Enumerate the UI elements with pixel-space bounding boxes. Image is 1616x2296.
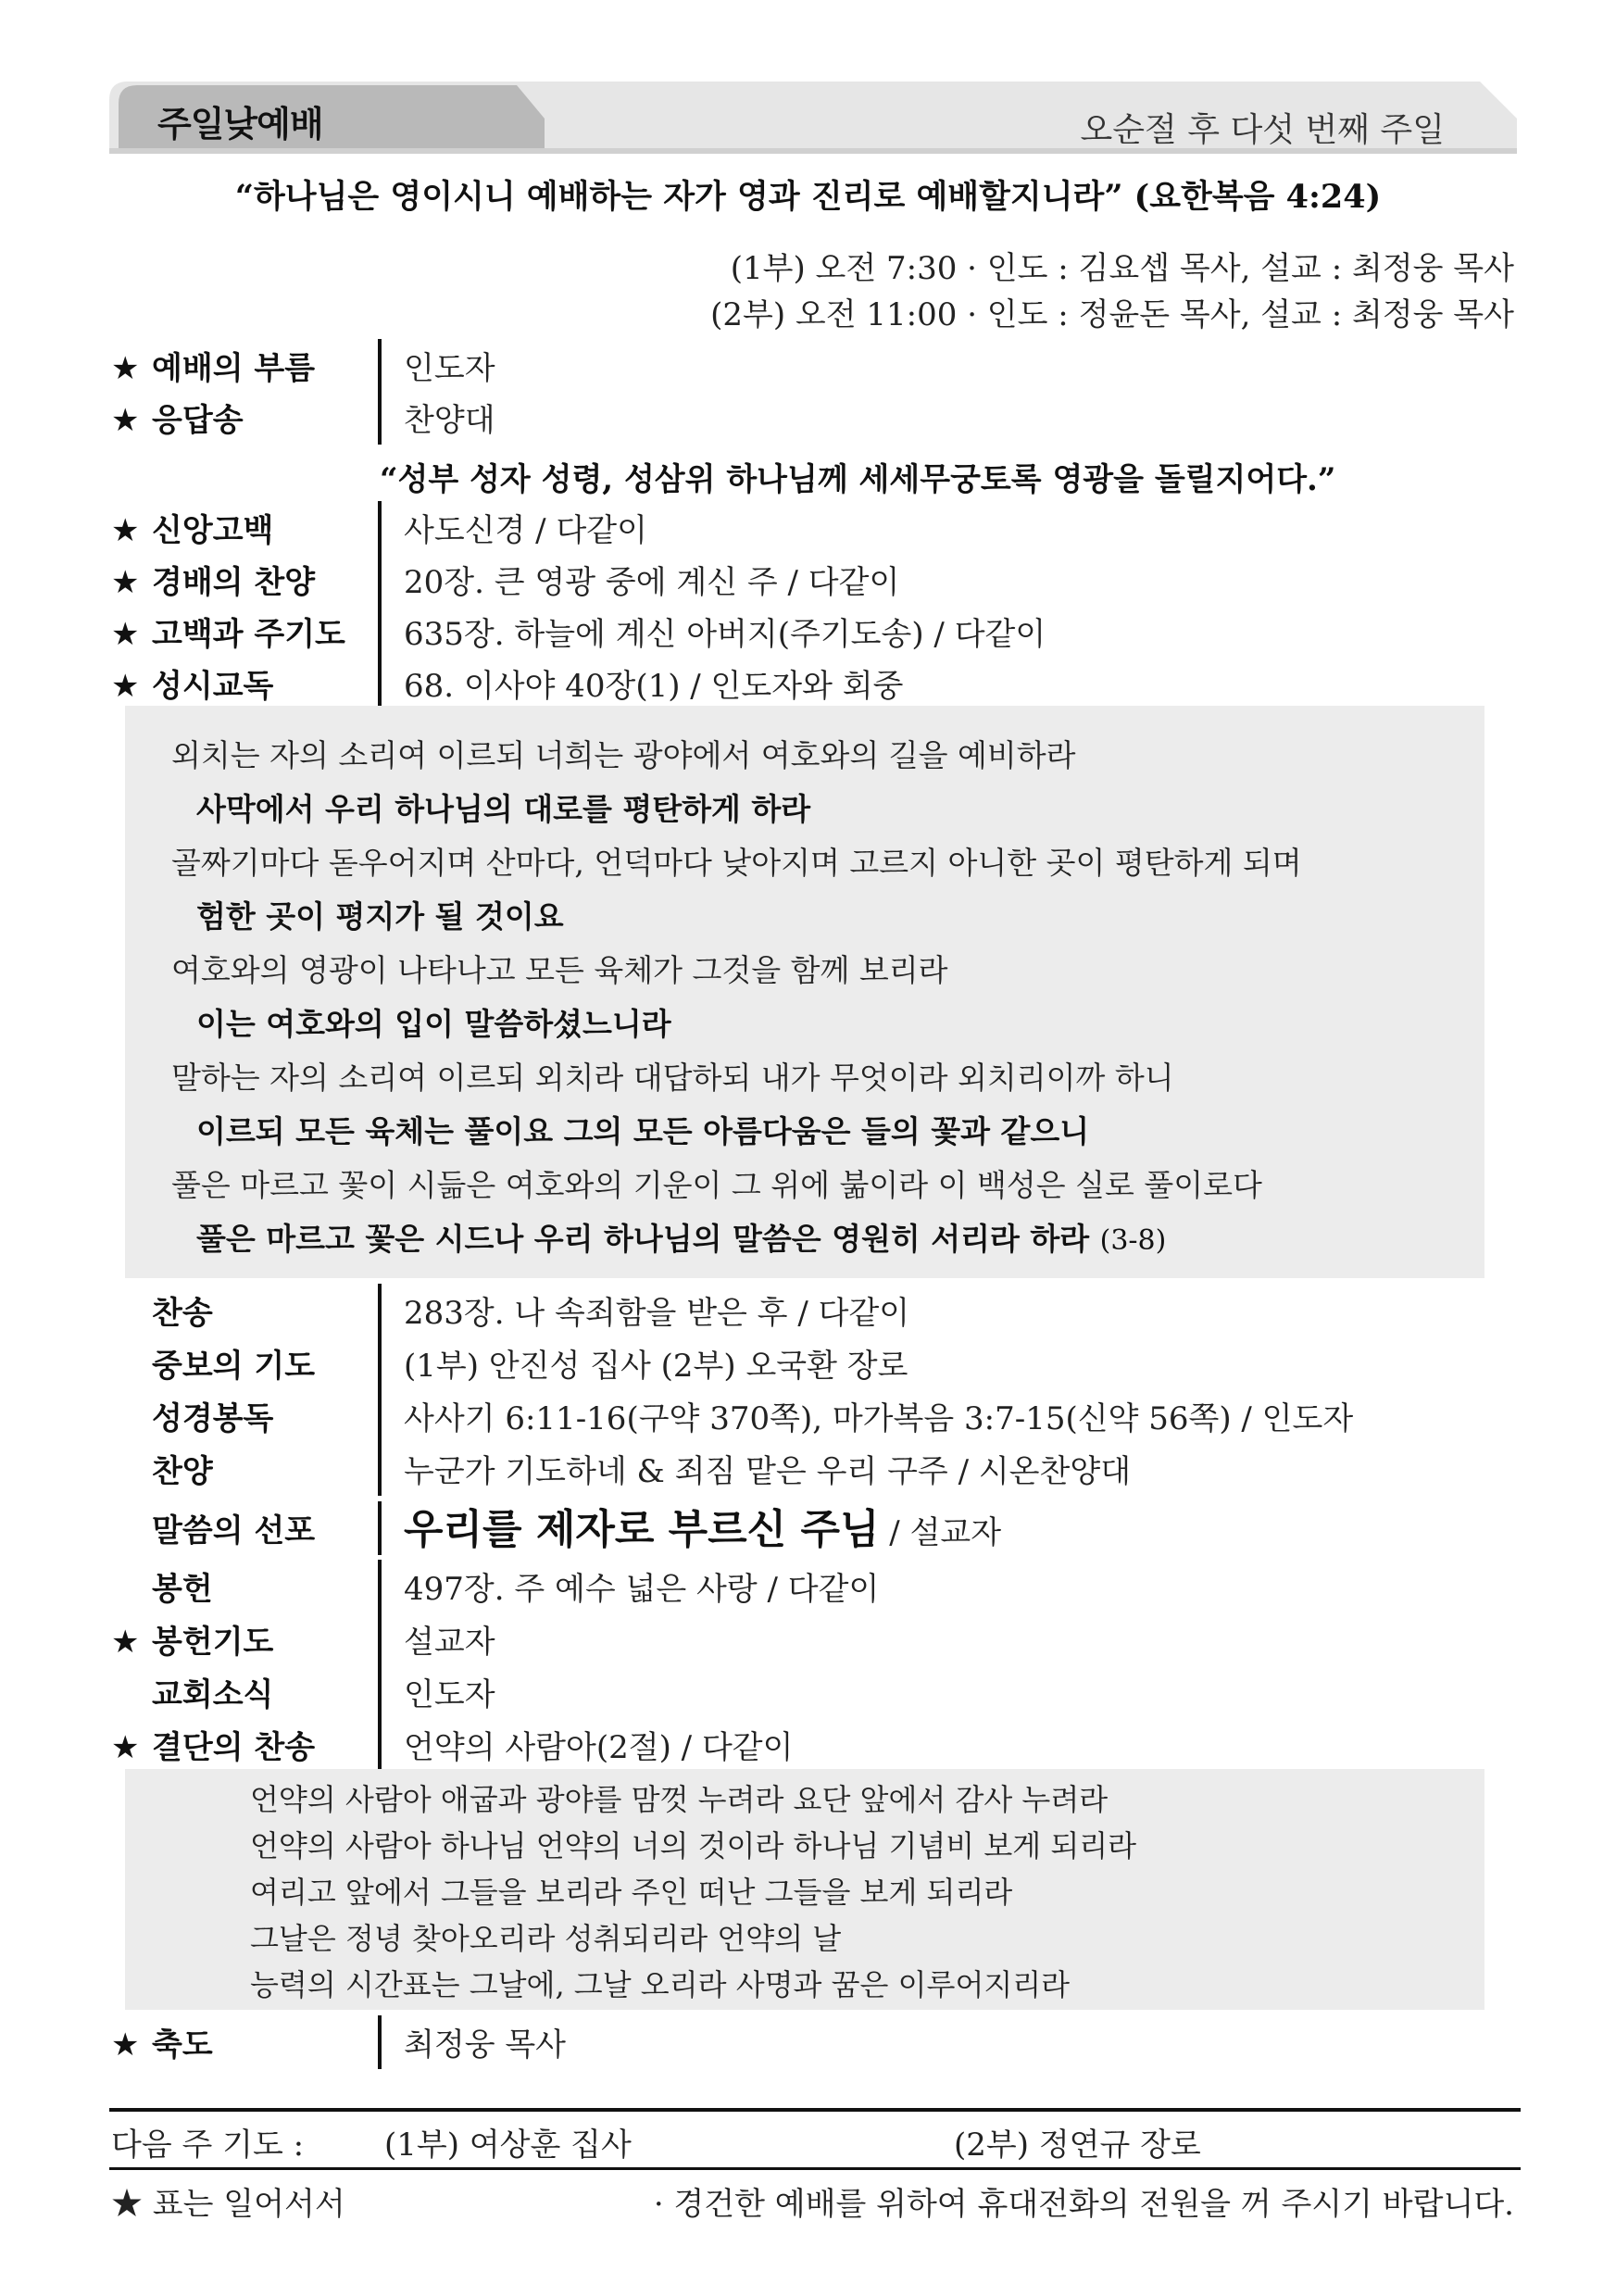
- order-label: ★ 봉헌기도: [111, 1624, 274, 1661]
- next-prayer-second: (2부) 정연규 장로: [954, 2127, 1201, 2164]
- order-row-sermon: [111, 1505, 1519, 1557]
- reading-line-response: 험한 곳이 평지가 될 것이요: [196, 898, 564, 935]
- footer-rule-bottom: [109, 2167, 1521, 2170]
- order-value: 635장. 하늘에 계신 아버지(주기도송) / 다같이: [404, 616, 1046, 653]
- next-prayer-first: (1부) 여상훈 집사: [384, 2127, 632, 2164]
- divider: [378, 339, 382, 393]
- order-label: ★ 예배의 부름: [111, 350, 316, 387]
- order-label: ★ 응답송: [111, 402, 244, 439]
- divider: [378, 1718, 382, 1772]
- lyric-line: 언약의 사람아 애굽과 광야를 맘껏 누려라 요단 앞에서 감사 누려라: [250, 1782, 1109, 1817]
- order-label: ★ 신앙고백: [111, 512, 274, 549]
- reading-line-response: 사막에서 우리 하나님의 대로를 평탄하게 하라: [196, 791, 811, 827]
- divider: [378, 1389, 382, 1443]
- divider: [378, 1284, 382, 1337]
- order-label: ★ 경배의 찬양: [111, 564, 316, 601]
- page-subtitle: 오순절 후 다섯 번째 주일: [1080, 111, 1445, 149]
- verse-quote: “하나님은 영이시니 예배하는 자가 영과 진리로 예배할지니라” (요한복음 4:24): [234, 178, 1382, 216]
- star-icon: ★: [111, 402, 140, 439]
- reading-line: 말하는 자의 소리여 이르되 외치라 대답하되 내가 무엇이라 외치리이까 하니: [171, 1060, 1174, 1096]
- order-row-praise: [111, 557, 1519, 609]
- phone-notice: · 경건한 예배를 위하여 휴대전화의 전원을 꺼 주시기 바랍니다.: [653, 2186, 1514, 2223]
- footer-rule-top: [109, 2108, 1521, 2112]
- order-value: 68. 이사야 40장(1) / 인도자와 회중: [404, 668, 904, 705]
- sermon-title: 우리를 제자로 부르신 주님: [404, 1506, 880, 1553]
- divider: [378, 1560, 382, 1613]
- order-label: ★ 결단의 찬송: [111, 1729, 316, 1766]
- order-value: 인도자: [404, 350, 495, 387]
- order-row-hymn: [111, 1287, 1519, 1339]
- order-row-scripture: [111, 1393, 1519, 1445]
- star-icon: ★: [111, 512, 140, 549]
- order-value: 497장. 주 예수 넓은 사랑 / 다같이: [404, 1571, 880, 1608]
- order-row-lords-prayer: [111, 609, 1519, 660]
- order-label: 성경봉독: [152, 1400, 274, 1437]
- reading-line-response: 풀은 마르고 꽃은 시드나 우리 하나님의 말씀은 영원히 서리라 하라 (3-8): [196, 1221, 1167, 1257]
- order-row-announcements: [111, 1669, 1519, 1721]
- service-time-1: (1부) 오전 7:30 · 인도 : 김요셉 목사, 설교 : 최정웅 목사: [730, 250, 1514, 287]
- order-row-creed: [111, 505, 1519, 557]
- order-row-call-to-worship: [111, 343, 1519, 395]
- divider: [378, 1442, 382, 1496]
- reading-line-response: 이는 여호와의 입이 말씀하셨느니라: [196, 1006, 671, 1042]
- order-row-benediction: [111, 2019, 1519, 2071]
- star-icon: ★: [111, 350, 140, 387]
- lyric-line: 그날은 정녕 찾아오리라 성취되리라 언약의 날: [250, 1921, 842, 1956]
- star-icon: ★: [111, 668, 140, 705]
- order-value: 누군가 기도하네 & 죄짐 맡은 우리 구주 / 시온찬양대: [404, 1453, 1132, 1490]
- reading-line: 외치는 자의 소리여 이르되 너희는 광야에서 여호와의 길을 예비하라: [171, 737, 1076, 773]
- reading-line: 여호와의 영광이 나타나고 모든 육체가 그것을 함께 보리라: [171, 952, 948, 988]
- star-icon: ★: [111, 2026, 140, 2064]
- lyric-line: 여리고 앞에서 그들을 보리라 주인 떠난 그들을 보게 되리라: [250, 1875, 1013, 1910]
- order-label: 봉헌: [152, 1571, 213, 1608]
- divider: [378, 605, 382, 659]
- doxology: “성부 성자 성령, 성삼위 하나님께 세세무궁토록 영광을 돌릴지어다.”: [380, 461, 1336, 498]
- order-label: 교회소식: [152, 1676, 274, 1713]
- divider: [378, 1665, 382, 1719]
- order-label: 찬송: [152, 1295, 213, 1332]
- order-label: 찬양: [152, 1453, 213, 1490]
- reading-line-response: 이르되 모든 육체는 풀이요 그의 모든 아름다움은 들의 꽃과 같으니: [196, 1113, 1090, 1149]
- order-row-closing-hymn: [111, 1722, 1519, 1774]
- divider: [378, 501, 382, 555]
- divider: [378, 2015, 382, 2069]
- order-label: ★ 성시교독: [111, 668, 274, 705]
- service-time-2: (2부) 오전 11:00 · 인도 : 정윤돈 목사, 설교 : 최정웅 목사: [710, 296, 1514, 333]
- order-row-responsive-reading: [111, 660, 1519, 712]
- order-value: 최정웅 목사: [404, 2026, 567, 2064]
- divider: [378, 553, 382, 607]
- lyric-line: 능력의 시간표는 그날에, 그날 오리라 사명과 꿈은 이루어지리라: [250, 1967, 1071, 2002]
- divider: [378, 1612, 382, 1666]
- order-row-anthem: [111, 1446, 1519, 1498]
- order-label: ★ 축도: [111, 2026, 213, 2064]
- divider: [378, 657, 382, 710]
- star-icon: ★: [111, 564, 140, 601]
- star-icon: ★: [111, 1624, 140, 1661]
- order-value: 언약의 사람아(2절) / 다같이: [404, 1729, 794, 1766]
- page-title: 주일낮예배: [157, 104, 323, 144]
- star-icon: ★: [111, 616, 140, 653]
- sermon-value: [404, 1496, 1001, 1555]
- star-icon: ★: [111, 1729, 140, 1766]
- order-row-intercession: [111, 1340, 1519, 1392]
- reading-line: 골짜기마다 돋우어지며 산마다, 언덕마다 낮아지며 고르지 아니한 곳이 평탄하게 되며: [171, 845, 1302, 881]
- order-value: 인도자: [404, 1676, 495, 1713]
- divider: [378, 391, 382, 445]
- reading-reference: (3-8): [1099, 1224, 1167, 1257]
- order-value: 사도신경 / 다같이: [404, 512, 647, 549]
- next-prayer-label: 다음 주 기도 :: [111, 2127, 305, 2164]
- sermon-speaker: / 설교자: [879, 1514, 1002, 1551]
- order-row-response: [111, 395, 1519, 446]
- lyric-line: 언약의 사람아 하나님 언약의 너의 것이라 하나님 기념비 보게 되리라: [250, 1828, 1137, 1863]
- order-value: 설교자: [404, 1624, 495, 1661]
- order-label: 말씀의 선포: [152, 1512, 316, 1549]
- order-value: 20장. 큰 영광 중에 계신 주 / 다같이: [404, 564, 900, 601]
- divider: [378, 1501, 382, 1555]
- divider: [378, 1336, 382, 1390]
- order-label: 중보의 기도: [152, 1348, 316, 1385]
- order-value: 찬양대: [404, 402, 495, 439]
- order-value: (1부) 안진성 집사 (2부) 오국환 장로: [404, 1348, 908, 1385]
- standing-note: ★ 표는 일어서서: [111, 2186, 345, 2223]
- order-label: ★ 고백과 주기도: [111, 616, 345, 653]
- order-value: 283장. 나 속죄함을 받은 후 / 다같이: [404, 1295, 910, 1332]
- order-value: 사사기 6:11-16(구약 370쪽), 마가복음 3:7-15(신약 56쪽) / 인도자: [404, 1400, 1354, 1437]
- order-row-offering: [111, 1563, 1519, 1615]
- reading-line: 풀은 마르고 꽃이 시듦은 여호와의 기운이 그 위에 붊이라 이 백성은 실로 풀이로다: [171, 1167, 1262, 1203]
- order-row-offering-prayer: [111, 1616, 1519, 1668]
